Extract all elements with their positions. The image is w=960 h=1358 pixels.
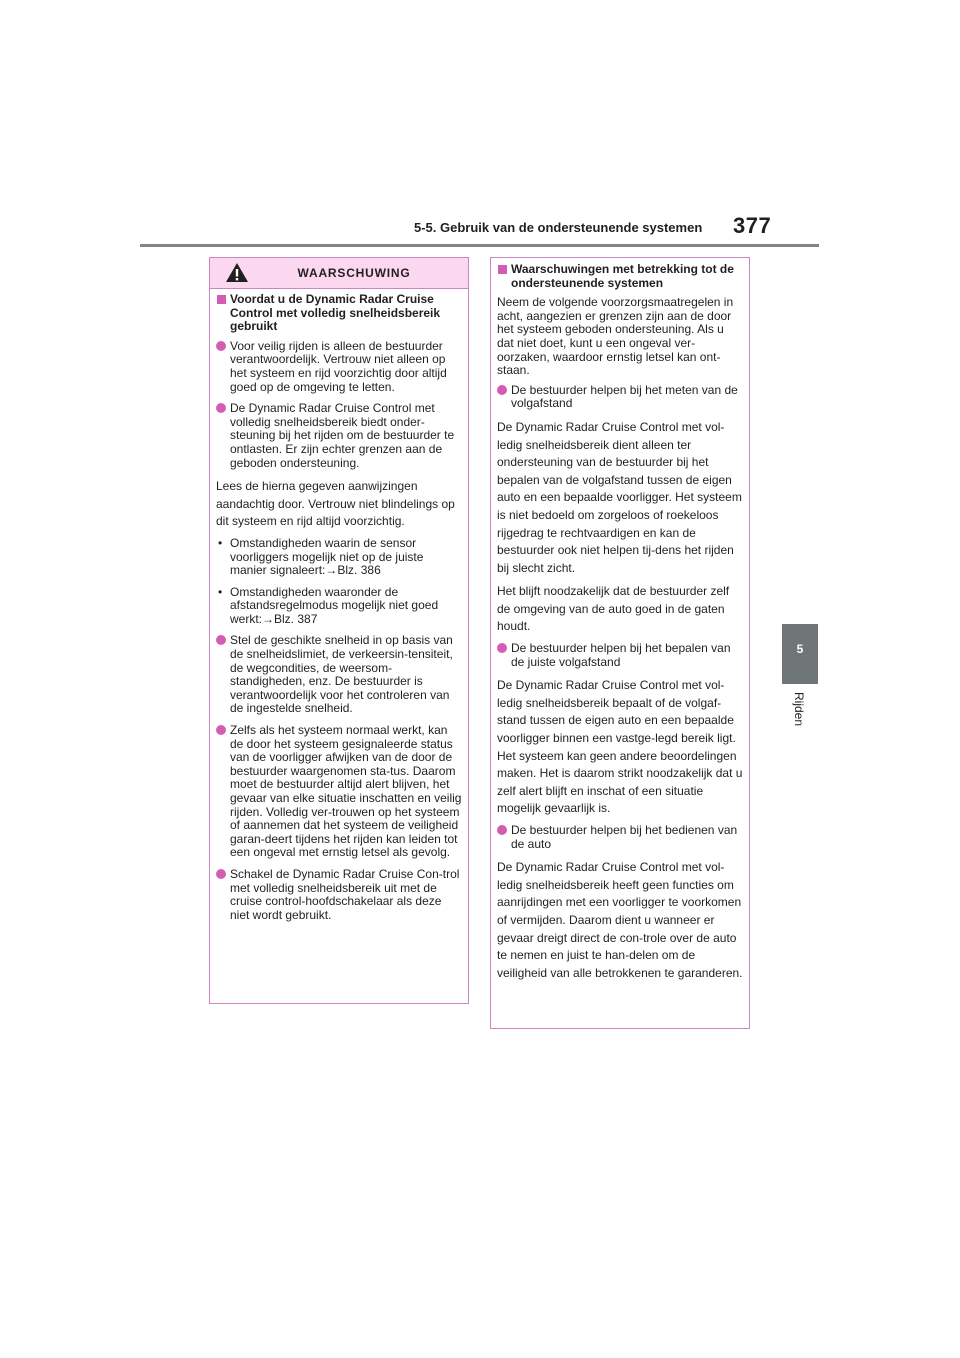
warning-box [209,257,469,1004]
bullet-item: De Dynamic Radar Cruise Control met volledig snelheidsbereik biedt onder-steuning bij het rijden om de bestuurder te ontlasten. Er zijn echter grenzen aan de geboden ondersteuning. [216,402,462,470]
paragraph: Lees de hierna gegeven aanwijzingen aandachtig door. Vertrouw niet blindelings op dit systeem en rijd altijd voorzichtig. [216,479,455,529]
round-bullet-icon [497,385,507,395]
round-bullet-icon [497,825,507,835]
bullet-item: Voor veilig rijden is alleen de bestuurder verantwoordelijk. Vertrouw niet alleen op het systeem en rijd voorzichtig door altijd goed op de omgeving te letten. [216,340,462,394]
round-bullet-icon [216,725,226,735]
paragraph: De Dynamic Radar Cruise Control met vol-ledig snelheidsbereik heeft geen functies om aanrijdingen met een voorligger te voorkomen of vermijden. Daarom dient u wanneer er gevaar dreigt direct de con-trole over de auto te nemen en juist te han-delen om de veiligheid van alle betrokkenen te garanderen. [497,860,743,980]
chapter-tab [782,624,818,684]
paragraph: De Dynamic Radar Cruise Control met vol-ledig snelheidsbereik dient alleen ter ondersteuning van de bestuurder bij het bepalen van de volgafstand tussen de eigen auto en een bepaalde voorligger. Het systeem is niet bedoeld om zorgeloos of roekeloos rijgedrag te rechtvaardigen en kan de bestuurder ook niet helpen tij-dens het rijden bij slecht zicht. [497,419,742,575]
dash-bullet-icon: • [218,535,223,550]
bullet-item: Schakel de Dynamic Radar Cruise Con-trol met volledig snelheidsbereik uit met de cruise control-hoofdschakelaar als deze niet wordt gebruikt. [216,868,462,922]
round-bullet-icon [216,869,226,879]
round-bullet-icon [216,341,226,351]
square-bullet-icon [217,295,226,304]
round-bullet-icon [216,403,226,413]
chapter-number: 5 [796,642,804,656]
info-heading: Waarschuwingen met betrekking tot de ondersteunende systemen [497,263,743,290]
header-rule [140,244,819,247]
page-number: 377 [733,213,772,238]
dash-item: • Omstandigheden waaronder de afstandsregelmodus mogelijk niet goed werkt:→Blz. 387 [218,584,439,626]
bullet-item: De bestuurder helpen bij het bedienen van de auto [497,824,743,851]
warning-heading: Voordat u de Dynamic Radar Cruise Control met volledig snelheidsbereik gebruikt [216,293,462,334]
warning-title: WAARSCHUWING [297,266,411,280]
warning-content [210,289,468,922]
chapter-label: Rijden [792,692,806,727]
bullet-item: Zelfs als het systeem normaal werkt, kan de door het systeem gesignaleerde status van de voorligger afwijken van de door de bestuurder waargenomen sta-tus. Daarom moet de bestuurder altijd alert blijven, het gevaar van elke situatie inschatten en veilig rijden. Volledig ver-trouwen op het systeem of aannemen dat het systeem de veiligheid garan-deert tijdens het rijden kan leiden tot een ongeval met ernstig letsel als gevolg. [216,724,462,860]
info-content [491,258,749,982]
paragraph: Het blijft noodzakelijk dat de bestuurder zelf de omgeving van de auto goed in de gaten houdt. [497,584,730,634]
paragraph: Neem de volgende voorzorgsmaatregelen in acht, aangezien er grenzen zijn aan de door het systeem geboden ondersteuning. Als u dat niet doet, kunt u een ongeval ver-oorzaken, waardoor ernstig letsel kan ont-staan. [497,295,734,378]
paragraph: De Dynamic Radar Cruise Control met vol-ledig snelheidsbereik bepaalt of de volgaf-stand tussen de eigen auto en een bepaalde voorligger binnen een vastge-legd bereik ligt. Het systeem kan geen andere beoordelingen maken. Het is daarom strikt noodzakelijk dat u zelf alert blijft en inschat of een situatie mogelijk gevaarlijk is. [497,678,743,816]
dash-bullet-icon: • [218,584,223,599]
dash-item: • Omstandigheden waarin de sensor voorliggers mogelijk niet op de juiste manier signaleert:→Blz. 386 [218,535,424,578]
round-bullet-icon [216,635,226,645]
square-bullet-icon [498,265,507,274]
bullet-item: De bestuurder helpen bij het meten van de volgafstand [497,384,743,411]
bullet-item: De bestuurder helpen bij het bepalen van de juiste volgafstand [497,642,743,669]
round-bullet-icon [497,643,507,653]
info-box [490,257,750,1029]
section-header-title: 5-5. Gebruik van de ondersteunende systemen [414,220,703,235]
bullet-item: Stel de geschikte snelheid in op basis van de snelheidslimiet, de verkeersin-tensiteit, de wegcondities, de weersom-standigheden, enz. De bestuurder is verantwoordelijk voor het controleren van de ingestelde snelheid. [216,634,462,716]
warning-triangle-icon [225,262,249,283]
